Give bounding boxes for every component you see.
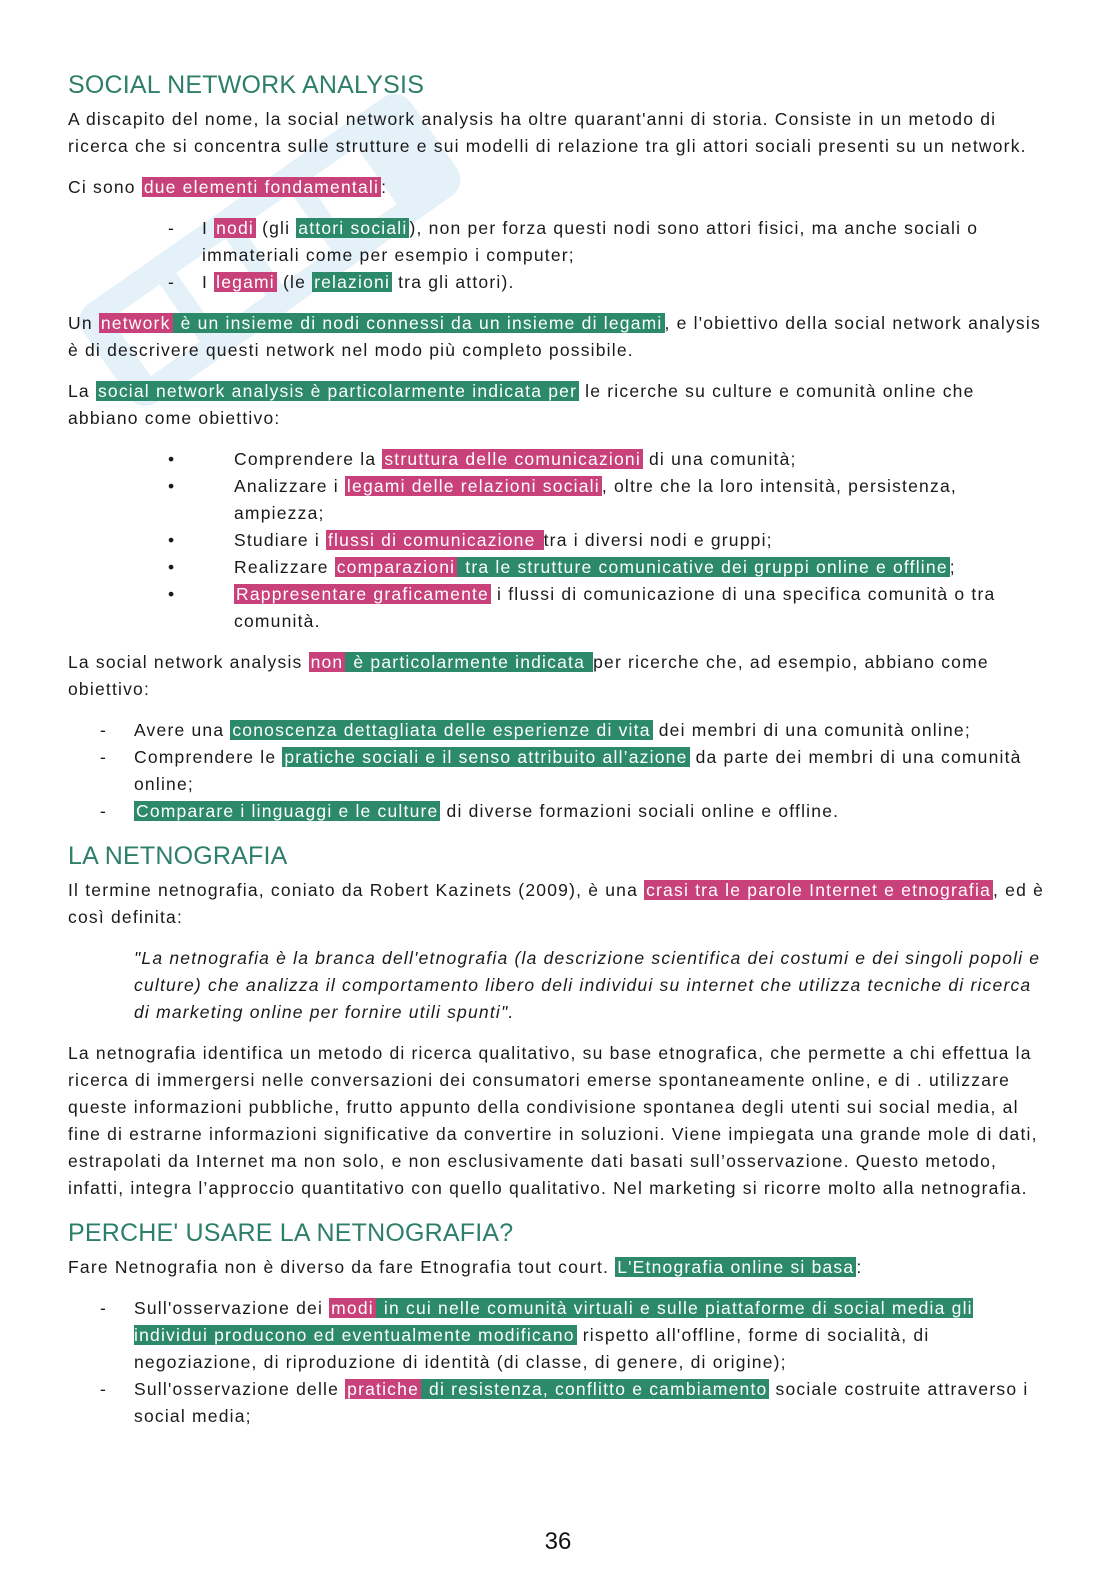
- highlight: è un insieme di nodi connessi da un insieme di legami: [174, 313, 663, 333]
- paragraph: La social network analysis è particolarmente indicata per le ricerche su culture e comunità online che abbiano come obiettivo:: [68, 381, 975, 428]
- highlight: pratiche: [347, 1379, 419, 1399]
- highlight: non: [310, 652, 344, 672]
- list-item: - I nodi (gli attori sociali ), non per forza questi nodi sono attori fisici, ma anche sociali o immateriali come per esempio i computer;: [68, 215, 1048, 269]
- highlight: struttura delle comunicazioni: [384, 449, 641, 469]
- highlight: Comparare i linguaggi e le culture: [136, 801, 439, 821]
- list-item: • Analizzare i legami delle relazioni sociali , oltre che la loro intensità, persistenza, ampiezza;: [68, 473, 1048, 527]
- list-item: - Sull'osservazione dei modi in cui nelle comunità virtuali e sulle piattaforme di social media gli individui producono ed eventualmente modificano rispetto all'offline, forme di socialità, di negoziazione, di riproduzione di identità (di classe, di genere, di origine);: [68, 1295, 1048, 1376]
- highlight: modi: [331, 1298, 374, 1318]
- list-item: • Realizzare comparazioni tra le strutture comunicative dei gruppi online e offline ;: [68, 554, 1048, 581]
- highlight: conoscenza dettagliata delle esperienze di vita: [232, 720, 651, 740]
- paragraph: La social network analysis non è particolarmente indicata per ricerche che, ad esempio, abbiano come obiettivo:: [68, 652, 989, 699]
- etnografia-list: [68, 1295, 1048, 1430]
- highlight: flussi di comunicazione: [328, 530, 542, 550]
- section-title-netnografia: LA NETNOGRAFIA: [68, 842, 288, 870]
- highlight: Rappresentare graficamente: [236, 584, 489, 604]
- paragraph: Il termine netnografia, coniato da Robert Kazinets (2009), è una crasi tra le parole Internet e etnografia , ed è così definita:: [68, 880, 1044, 927]
- highlight: attori sociali: [298, 218, 408, 238]
- list-item: - Comparare i linguaggi e le culture di diverse formazioni sociali online e offline.: [68, 798, 1048, 825]
- list-item: • Studiare i flussi di comunicazione tra i diversi nodi e gruppi;: [68, 527, 1048, 554]
- highlight: network: [100, 313, 171, 333]
- elements-list: [68, 215, 1048, 296]
- highlight: di resistenza, conflitto e cambiamento: [423, 1379, 768, 1399]
- highlight: crasi tra le parole Internet e etnografia: [646, 880, 992, 900]
- paragraph: La netnografia identifica un metodo di ricerca qualitativo, su base etnografica, che permette a chi effettua la ricerca di immergersi nelle conversazioni dei consumatori emerse spontaneamente online, e di . utilizzare queste informazioni pubbliche, frutto appunto della condivisione spontanea degli utenti sui social media, al fine di estrarne informazioni significative da convertire in soluzioni. Viene impiegata una grande mole di dati, estrapolati da Internet ma non solo, e non esclusivamente dati basati sull’osservazione. Questo metodo, infatti, integra l’approccio quantitativo con quello qualitativo. Nel marketing si ricorre molto alla netnografia.: [68, 1043, 1038, 1198]
- section-title-sna: SOCIAL NETWORK ANALYSIS: [68, 71, 425, 99]
- list-item: - Comprendere le pratiche sociali e il senso attribuito all’azione da parte dei membri di una comunità online;: [68, 744, 1048, 798]
- paragraph: Ci sono due elementi fondamentali :: [68, 177, 388, 197]
- section-title-perche: PERCHE' USARE LA NETNOGRAFIA?: [68, 1219, 514, 1247]
- paragraph: Fare Netnografia non è diverso da fare Etnografia tout court. L'Etnografia online si basa :: [68, 1257, 863, 1277]
- highlight: è particolarmente indicata: [347, 652, 592, 672]
- not-suited-list: [68, 717, 1048, 825]
- document-page: [68, 68, 1048, 1444]
- quote: "La netnografia è la branca dell'etnografia (la descrizione scientifica dei costumi e dei singoli popoli e culture) che analizza il comportamento libero deli individui su internet che utilizza tecniche di ricerca di marketing online per fornire utili spunti".: [134, 948, 1041, 1022]
- highlight: legami delle relazioni sociali: [346, 476, 600, 496]
- highlight: pratiche sociali e il senso attribuito all’azione: [284, 747, 688, 767]
- highlight: in cui nelle comunità virtuali e sulle piattaforme di social media gli individui producono ed eventualmente modificano: [134, 1298, 973, 1345]
- highlight: legami: [216, 272, 275, 292]
- highlight: nodi: [216, 218, 255, 238]
- list-item: - Sull'osservazione delle pratiche di resistenza, conflitto e cambiamento sociale costruite attraverso i social media;: [68, 1376, 1048, 1430]
- list-item: • Rappresentare graficamente i flussi di comunicazione di una specifica comunità o tra comunità.: [68, 581, 1048, 635]
- paragraph: A discapito del nome, la social network analysis ha oltre quarant'anni di storia. Consiste in un metodo di ricerca che si concentra sulle strutture e sui modelli di relazione tra gli attori sociali presenti su un network.: [68, 109, 1027, 156]
- list-item: - Avere una conoscenza dettagliata delle esperienze di vita dei membri di una comunità online;: [68, 717, 1048, 744]
- objectives-list: [68, 446, 1048, 635]
- highlight: relazioni: [314, 272, 391, 292]
- highlight: due elementi fondamentali: [143, 177, 380, 197]
- list-item: - I legami (le relazioni tra gli attori).: [68, 269, 1048, 296]
- highlight: comparazioni: [336, 557, 456, 577]
- highlight: tra le strutture comunicative dei gruppi online e offline: [459, 557, 948, 577]
- highlight: social network analysis è particolarmente indicata per: [97, 381, 578, 401]
- list-item: • Comprendere la struttura delle comunicazioni di una comunità;: [68, 446, 1048, 473]
- page-number: 36: [544, 1528, 572, 1555]
- paragraph: Un network è un insieme di nodi connessi da un insieme di legami , e l'obiettivo della social network analysis è di descrivere questi network nel modo più completo possibile.: [68, 313, 1041, 360]
- highlight: L'Etnografia online si basa: [617, 1257, 855, 1277]
